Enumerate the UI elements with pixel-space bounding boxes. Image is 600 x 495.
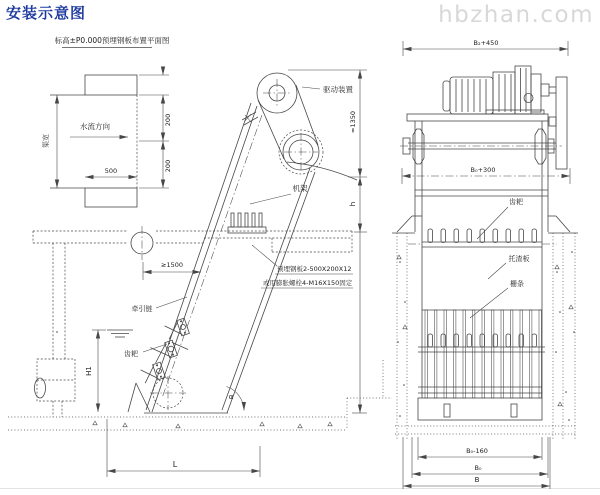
- channel-floor: [8, 331, 392, 430]
- dim-mid-width: B₀: [474, 464, 482, 472]
- dim-offset-bottom: 200: [164, 159, 172, 173]
- channel-wall-and-pipe: [35, 243, 76, 417]
- watermark: hbzhan.com: [438, 2, 594, 28]
- page-title: 安装示意图: [6, 4, 87, 22]
- dim-plate-length: 500: [104, 167, 118, 175]
- embedded-plate-bottom: [85, 188, 137, 207]
- bottom-assembly: [418, 387, 542, 420]
- dim-channel-width: 渠宽: [42, 134, 50, 148]
- screen-body: [392, 121, 578, 398]
- comb-plate: [228, 213, 266, 233]
- frame-label: 机架: [292, 184, 308, 193]
- drive-label: 驱动装置: [323, 85, 353, 94]
- note-embedded-plate: 预埋钢板2-500X200X12: [277, 265, 352, 273]
- rake-carriage: [164, 318, 189, 340]
- slag-plate-label: 托渣板: [508, 255, 530, 263]
- rake-carriage: [140, 362, 165, 384]
- embedded-plate-top: [85, 75, 137, 95]
- dim-overall-width: B: [474, 476, 480, 484]
- plan-view: [41, 35, 172, 207]
- rake-label-side: 齿耙: [124, 350, 138, 358]
- grid-bars: [425, 310, 541, 398]
- dim-overall-top: B₂+450: [473, 39, 499, 47]
- screen-frame: [144, 103, 357, 413]
- side-view: [8, 70, 392, 477]
- bearing-side-plate: [556, 77, 567, 169]
- dim-inner-width: B₀-160: [466, 447, 488, 455]
- dim-offset-top: 200: [164, 113, 172, 127]
- front-view: [392, 39, 578, 489]
- chain-label: 牵引链: [131, 305, 153, 313]
- dim-clearance: ≥1500: [161, 261, 183, 269]
- grid-bars-label: 栅条: [510, 280, 524, 288]
- dim-water-depth: H1: [85, 366, 93, 376]
- drive-motor: [407, 66, 567, 169]
- rake-label-front: 齿耙: [509, 198, 523, 206]
- flow-direction-label: 水流方向: [80, 122, 110, 131]
- water-level-mark: [107, 330, 133, 337]
- dim-h: h: [349, 201, 357, 207]
- note-expansion-bolt: 或用膨胀螺栓4-M16X150固定: [263, 279, 353, 287]
- embedded-plate-hidden-lines: [33, 231, 352, 252]
- head-shaft: [400, 129, 562, 164]
- dim-height-top: ≈1350: [349, 111, 357, 133]
- dim-length: L: [172, 460, 178, 469]
- plan-caption: 标高±P0.000预埋钢板布置平面图: [54, 36, 170, 45]
- dim-angle: α: [228, 393, 234, 401]
- dim-shaft-width: B₀+300: [470, 166, 496, 174]
- rake-row-upper: [408, 229, 557, 247]
